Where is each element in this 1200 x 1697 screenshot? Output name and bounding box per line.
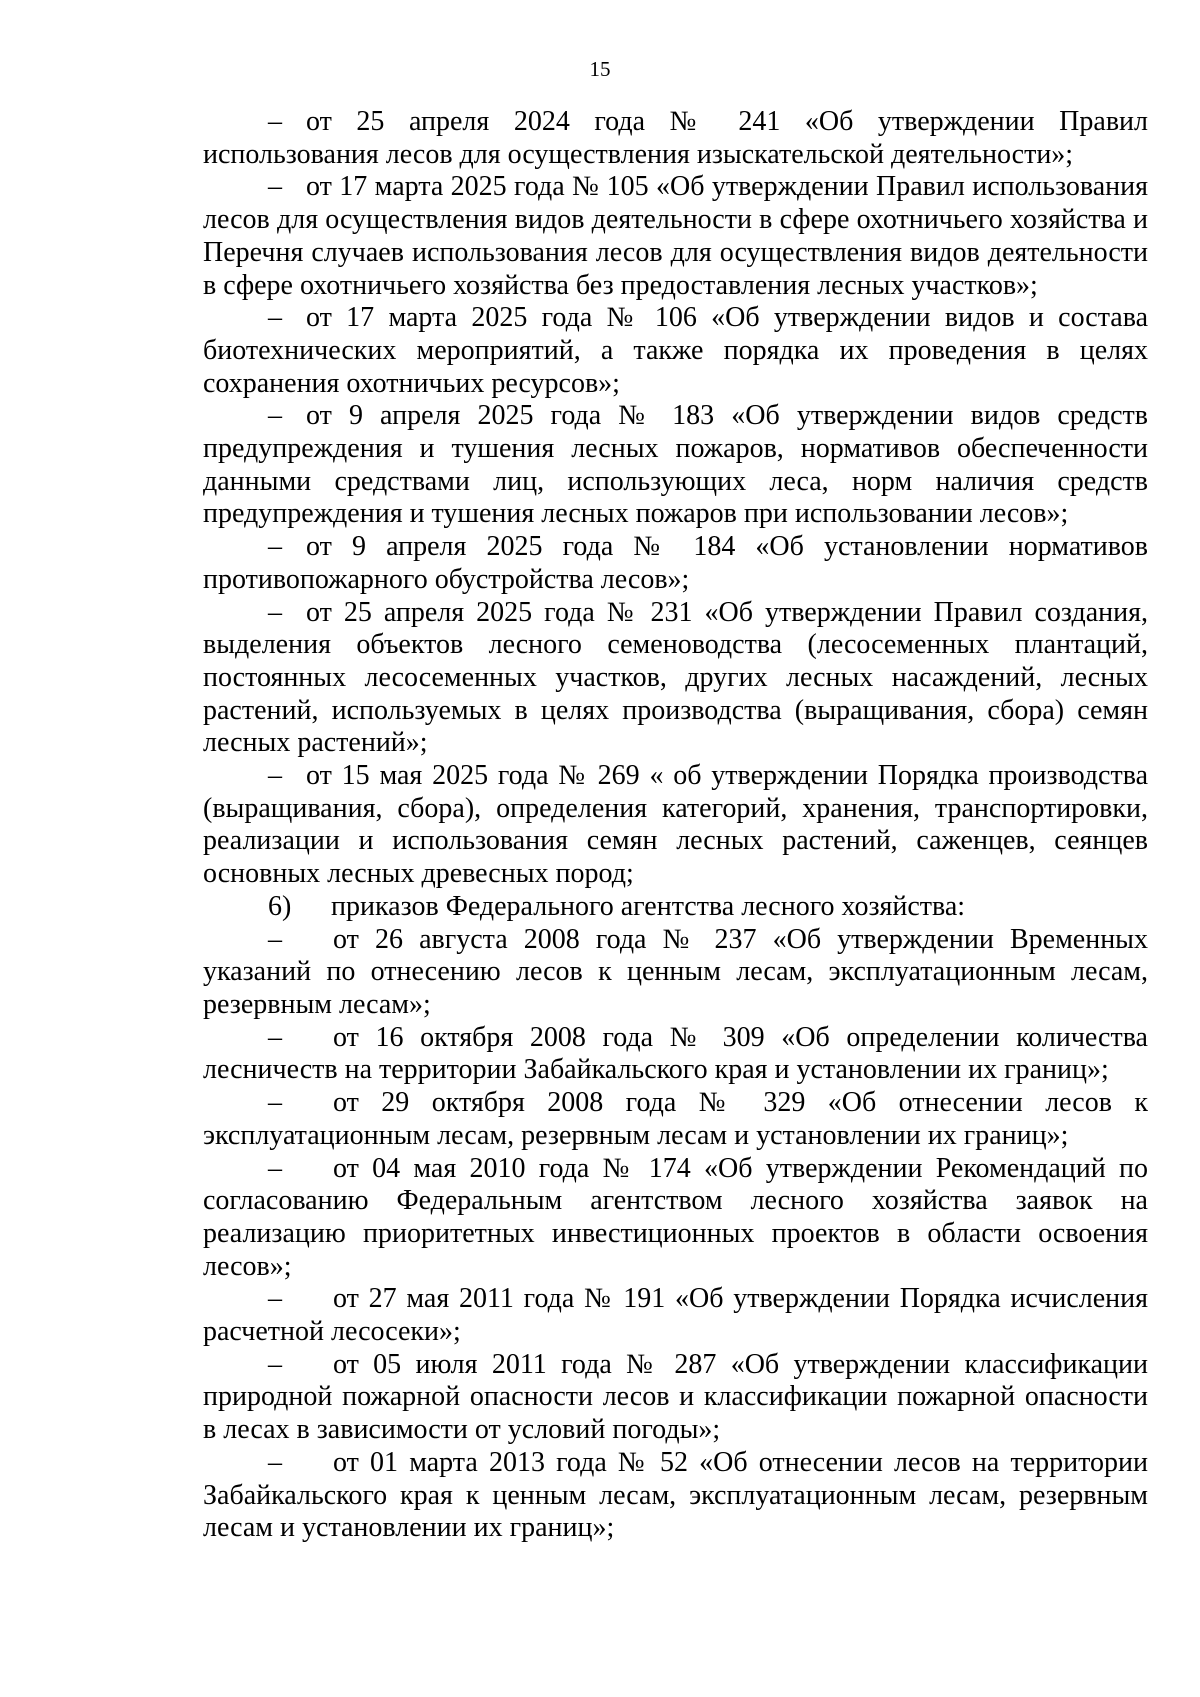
page-number: 15 [589,57,611,81]
list-item [203,171,1148,302]
list-marker: – [268,760,282,792]
section-number: 6) [268,890,292,922]
list-marker: – [268,1283,282,1315]
section-heading-text: приказов Федерального агентства лесного хозяйства: [331,890,966,922]
list-item [203,400,1148,531]
list-item [203,106,1148,171]
list-item [203,1022,1148,1087]
list-item-text: от 26 августа 2008 года № 237 «Об утверждении Временных указаний по отнесению лесов к ценным лесам, эксплуатационным лесам, резервным лесам»; [203,923,1148,1020]
list-marker: – [268,302,282,334]
list-item [203,924,1148,1022]
list-marker: – [268,1021,282,1053]
list-marker: – [268,171,282,203]
list-item-text: от 15 мая 2025 года № 269 « об утверждении Порядка производства (выращивания, сбора), определения категорий, хранения, транспортировки, реализации и использования семян лесных растений, саженцев, сеянцев основных лесных древесных пород; [203,760,1148,890]
list-item-text: от 01 марта 2013 года № 52 «Об отнесении лесов на территории Забайкальского края к ценным лесам, эксплуатационным лесам, резервным лесам и установлении их границ»; [203,1446,1148,1544]
list-item-text: от 9 апреля 2025 года № 184 «Об установлении нормативов противопожарного обустройства лесов»; [203,531,1148,595]
list-item-text: от 25 апреля 2025 года № 231 «Об утверждении Правил создания, выделения объектов лесного семеноводства (лесосеменных плантаций, постоянных лесосеменных участков, других лесных насаждений, лесных растений, используемых в целях производства (выращивания, сбора) семян лесных растений»; [203,596,1148,759]
document-body [203,106,1148,1545]
list-item-text: от 04 мая 2010 года № 174 «Об утверждении Рекомендаций по согласованию Федеральным агентством лесного хозяйства заявок на реализацию приоритетных инвестиционных проектов в области освоения лесов»; [203,1152,1148,1282]
numbered-section-item [203,891,1148,924]
list-item-text: от 17 марта 2025 года № 105 «Об утверждении Правил использования лесов для осуществления видов деятельности в сфере охотничьего хозяйства и Перечня случаев использования лесов для осуществления видов деятельности в сфере охотничьего хозяйства без предоставления лесных участков»; [203,171,1148,301]
list-marker: – [268,1152,282,1184]
list-marker: – [268,1446,282,1478]
list-item [203,1153,1148,1284]
list-marker: – [268,923,282,955]
list-item-text: от 29 октября 2008 года № 329 «Об отнесении лесов к эксплуатационным лесам, резервным лесам и установлении их границ»; [203,1087,1148,1151]
list-item-text: от 27 мая 2011 года № 191 «Об утверждении Порядка исчисления расчетной лесосеки»; [203,1283,1148,1348]
list-item [203,760,1148,891]
list-item-text: от 25 апреля 2024 года № 241 «Об утверждении Правил использования лесов для осуществления изыскательской деятельности»; [203,106,1148,170]
list-item [203,1087,1148,1152]
list-marker: – [268,531,282,563]
list-marker: – [268,596,282,628]
list-item [203,597,1148,761]
list-item [203,531,1148,596]
list-item [203,1349,1148,1447]
list-marker: – [268,106,282,137]
list-item-text: от 9 апреля 2025 года № 183 «Об утверждении видов средств предупреждения и тушения лесных пожаров, нормативов обеспеченности данными средствами лиц, использующих леса, норм наличия средств предупреждения и тушения лесных пожаров при использовании лесов»; [203,400,1148,530]
list-item [203,1447,1148,1545]
list-item-text: от 16 октября 2008 года № 309 «Об определении количества лесничеств на территории Забайкальского края и установлении их границ»; [203,1021,1148,1086]
list-marker: – [268,1087,282,1119]
list-item [203,1283,1148,1348]
list-item [203,302,1148,400]
list-item-text: от 05 июля 2011 года № 287 «Об утверждении классификации природной пожарной опасности лесов и классификации пожарной опасности в лесах в зависимости от условий погоды»; [203,1348,1148,1446]
list-item-text: от 17 марта 2025 года № 106 «Об утверждении видов и состава биотехнических мероприятий, а также порядка их проведения в целях сохранения охотничьих ресурсов»; [203,302,1148,399]
list-marker: – [268,1348,282,1380]
list-marker: – [268,400,282,432]
